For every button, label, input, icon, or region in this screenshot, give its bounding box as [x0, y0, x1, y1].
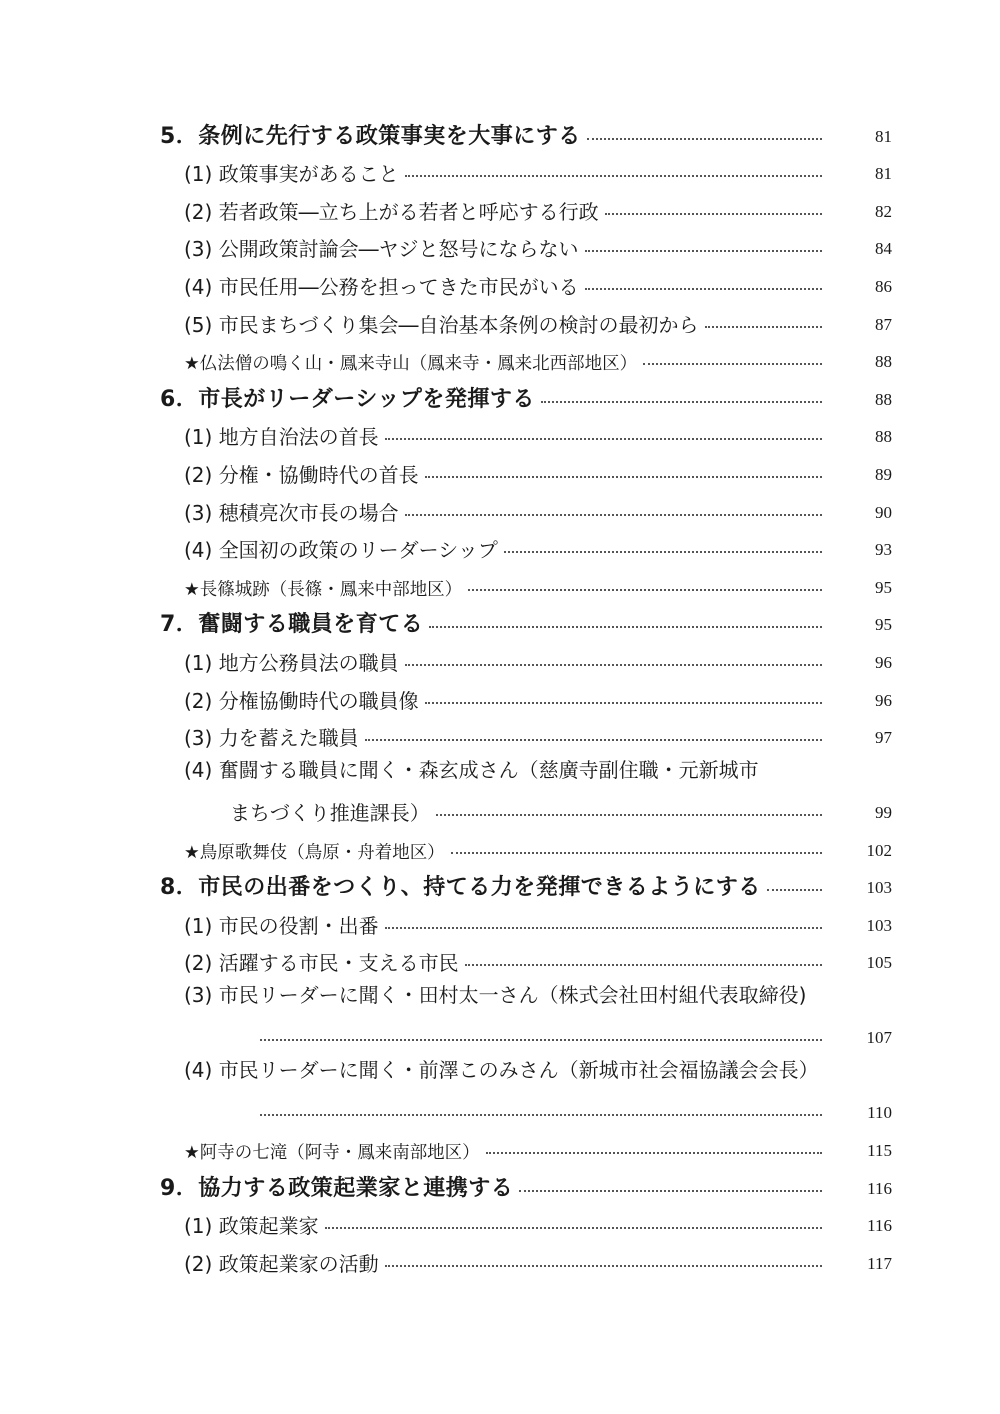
toc-title: (3) 力を蓄えた職員 [184, 726, 359, 751]
toc-column-7[interactable] [160, 828, 892, 866]
toc-page-number: 95 [875, 577, 892, 597]
toc-title: (2) 政策起業家の活動 [184, 1251, 379, 1276]
toc-page-number: 96 [875, 690, 892, 710]
leader-dots [436, 814, 822, 816]
toc-section-7-4[interactable] [160, 753, 892, 828]
toc-title: (3) 市民リーダーに聞く・田村太一さん（株式会社田村組代表取締役) [184, 983, 807, 1008]
leader-dots [260, 1114, 822, 1116]
toc-page-number: 117 [867, 1253, 892, 1273]
toc-page-number: 81 [875, 126, 892, 146]
toc-section-6-1[interactable] [160, 415, 892, 453]
toc-title: ★鳥原歌舞伎（鳥原・舟着地区） [184, 842, 445, 863]
toc-section-9-1[interactable] [160, 1204, 892, 1242]
toc-title: (1) 政策事実があること [184, 162, 399, 187]
leader-dots [385, 438, 822, 440]
toc-column-8[interactable] [160, 1128, 892, 1166]
toc-page-number: 110 [867, 1103, 892, 1123]
toc-section-5-2[interactable] [160, 189, 892, 227]
leader-dots [451, 852, 822, 854]
toc-chapter-5[interactable] [160, 114, 892, 152]
leader-dots [541, 401, 822, 403]
leader-dots [385, 1265, 822, 1267]
toc-title: (4) 全国初の政策のリーダーシップ [184, 538, 498, 563]
toc-section-5-3[interactable] [160, 227, 892, 265]
leader-dots [468, 589, 822, 591]
toc-section-7-1[interactable] [160, 640, 892, 678]
toc-page-number: 88 [875, 352, 892, 372]
toc-page-number: 95 [875, 615, 892, 635]
toc-page-number: 116 [867, 1216, 892, 1236]
toc-section-5-5[interactable] [160, 302, 892, 340]
toc-title: ★仏法僧の鳴く山・鳳来寺山（鳳来寺・鳳来北西部地区） [184, 354, 638, 375]
toc-title: (2) 分権協働時代の職員像 [184, 688, 419, 713]
toc-section-7-2[interactable] [160, 678, 892, 716]
toc-title: (4) 市民リーダーに聞く・前澤このみさん（新城市社会福協議会会長） [184, 1058, 819, 1083]
toc-section-7-3[interactable] [160, 716, 892, 754]
toc-title: (3) 穂積亮次市長の場合 [184, 500, 399, 525]
table-of-contents [160, 114, 892, 1279]
toc-title: (1) 地方自治法の首長 [184, 425, 379, 450]
toc-page-number: 116 [867, 1178, 892, 1198]
toc-title: (2) 活躍する市民・支える市民 [184, 951, 459, 976]
toc-title: (1) 地方公務員法の職員 [184, 650, 399, 675]
toc-page-number: 90 [875, 502, 892, 522]
leader-dots [425, 476, 822, 478]
toc-section-8-4[interactable] [160, 1053, 892, 1128]
toc-section-9-2[interactable] [160, 1241, 892, 1279]
toc-title-line1: (4) 奮闘する職員に聞く・森玄成さん（慈廣寺副住職・元新城市 [184, 758, 759, 783]
toc-title-line2: まちづくり推進課長） [230, 801, 430, 826]
leader-dots [705, 326, 823, 328]
toc-title: (1) 市民の役割・出番 [184, 913, 379, 938]
toc-section-8-3[interactable] [160, 978, 892, 1053]
leader-dots [405, 664, 822, 666]
leader-dots [504, 551, 822, 553]
toc-section-8-2[interactable] [160, 941, 892, 979]
toc-title: 7．奮闘する職員を育てる [160, 612, 424, 638]
leader-dots [260, 1039, 822, 1041]
toc-title: (2) 分権・協働時代の首長 [184, 462, 419, 487]
leader-dots [429, 626, 822, 628]
toc-page-number: 84 [875, 239, 892, 259]
toc-page-number: 107 [866, 1028, 892, 1048]
leader-dots [585, 250, 823, 252]
toc-title: (3) 公開政策討論会―ヤジと怒号にならない [184, 237, 579, 262]
toc-page-number: 93 [875, 540, 892, 560]
toc-title: ★阿寺の七滝（阿寺・鳳来南部地区） [184, 1143, 480, 1164]
toc-leader-row [184, 1088, 892, 1128]
toc-page-number: 102 [866, 840, 892, 860]
leader-dots [519, 1190, 822, 1192]
toc-title: (2) 若者政策―立ち上がる若者と呼応する行政 [184, 199, 599, 224]
leader-dots [643, 363, 822, 365]
toc-section-8-1[interactable] [160, 903, 892, 941]
leader-dots [405, 514, 822, 516]
toc-title: (1) 政策起業家 [184, 1214, 319, 1239]
toc-page-number: 103 [866, 915, 892, 935]
toc-title: 8．市民の出番をつくり、持てる力を発揮できるようにする [160, 875, 761, 901]
leader-dots [325, 1227, 822, 1229]
toc-title: ★長篠城跡（長篠・鳳来中部地区） [184, 579, 463, 600]
leader-dots [365, 739, 822, 741]
toc-page-number: 82 [875, 201, 892, 221]
leader-dots [425, 702, 822, 704]
toc-section-6-3[interactable] [160, 490, 892, 528]
leader-dots [465, 964, 822, 966]
leader-dots [385, 927, 822, 929]
toc-page-number: 86 [875, 276, 892, 296]
toc-title: 9．協力する政策起業家と連携する [160, 1175, 514, 1201]
toc-page-number: 89 [875, 464, 892, 484]
leader-dots [605, 213, 822, 215]
toc-title-line2-row [184, 788, 892, 828]
toc-page-number: 87 [875, 314, 892, 334]
toc-page-number: 115 [867, 1141, 892, 1161]
toc-section-5-1[interactable] [160, 152, 892, 190]
toc-section-6-4[interactable] [160, 528, 892, 566]
leader-dots [585, 288, 822, 290]
toc-chapter-8[interactable] [160, 866, 892, 904]
toc-page-number: 81 [875, 164, 892, 184]
toc-leader-row [184, 1013, 892, 1053]
leader-dots [767, 889, 822, 891]
toc-chapter-9[interactable] [160, 1166, 892, 1204]
toc-column-6[interactable] [160, 565, 892, 603]
leader-dots [587, 138, 822, 140]
leader-dots [405, 175, 822, 177]
toc-title: 6．市長がリーダーシップを発揮する [160, 386, 535, 412]
toc-chapter-7[interactable] [160, 603, 892, 641]
toc-page-number: 99 [875, 803, 892, 823]
toc-page-number: 88 [875, 389, 892, 409]
toc-page-number: 105 [866, 953, 892, 973]
toc-title: 5．条例に先行する政策事実を大事にする [160, 123, 581, 149]
toc-page-number: 88 [875, 427, 892, 447]
toc-column-5[interactable] [160, 340, 892, 378]
toc-page-number: 96 [875, 652, 892, 672]
toc-title: (5) 市民まちづくり集会―自治基本条例の検討の最初から [184, 312, 699, 337]
toc-page-number: 103 [866, 878, 892, 898]
toc-section-6-2[interactable] [160, 452, 892, 490]
toc-section-5-4[interactable] [160, 264, 892, 302]
toc-title: (4) 市民任用―公務を担ってきた市民がいる [184, 274, 579, 299]
toc-chapter-6[interactable] [160, 377, 892, 415]
leader-dots [486, 1152, 822, 1154]
toc-page-number: 97 [875, 728, 892, 748]
